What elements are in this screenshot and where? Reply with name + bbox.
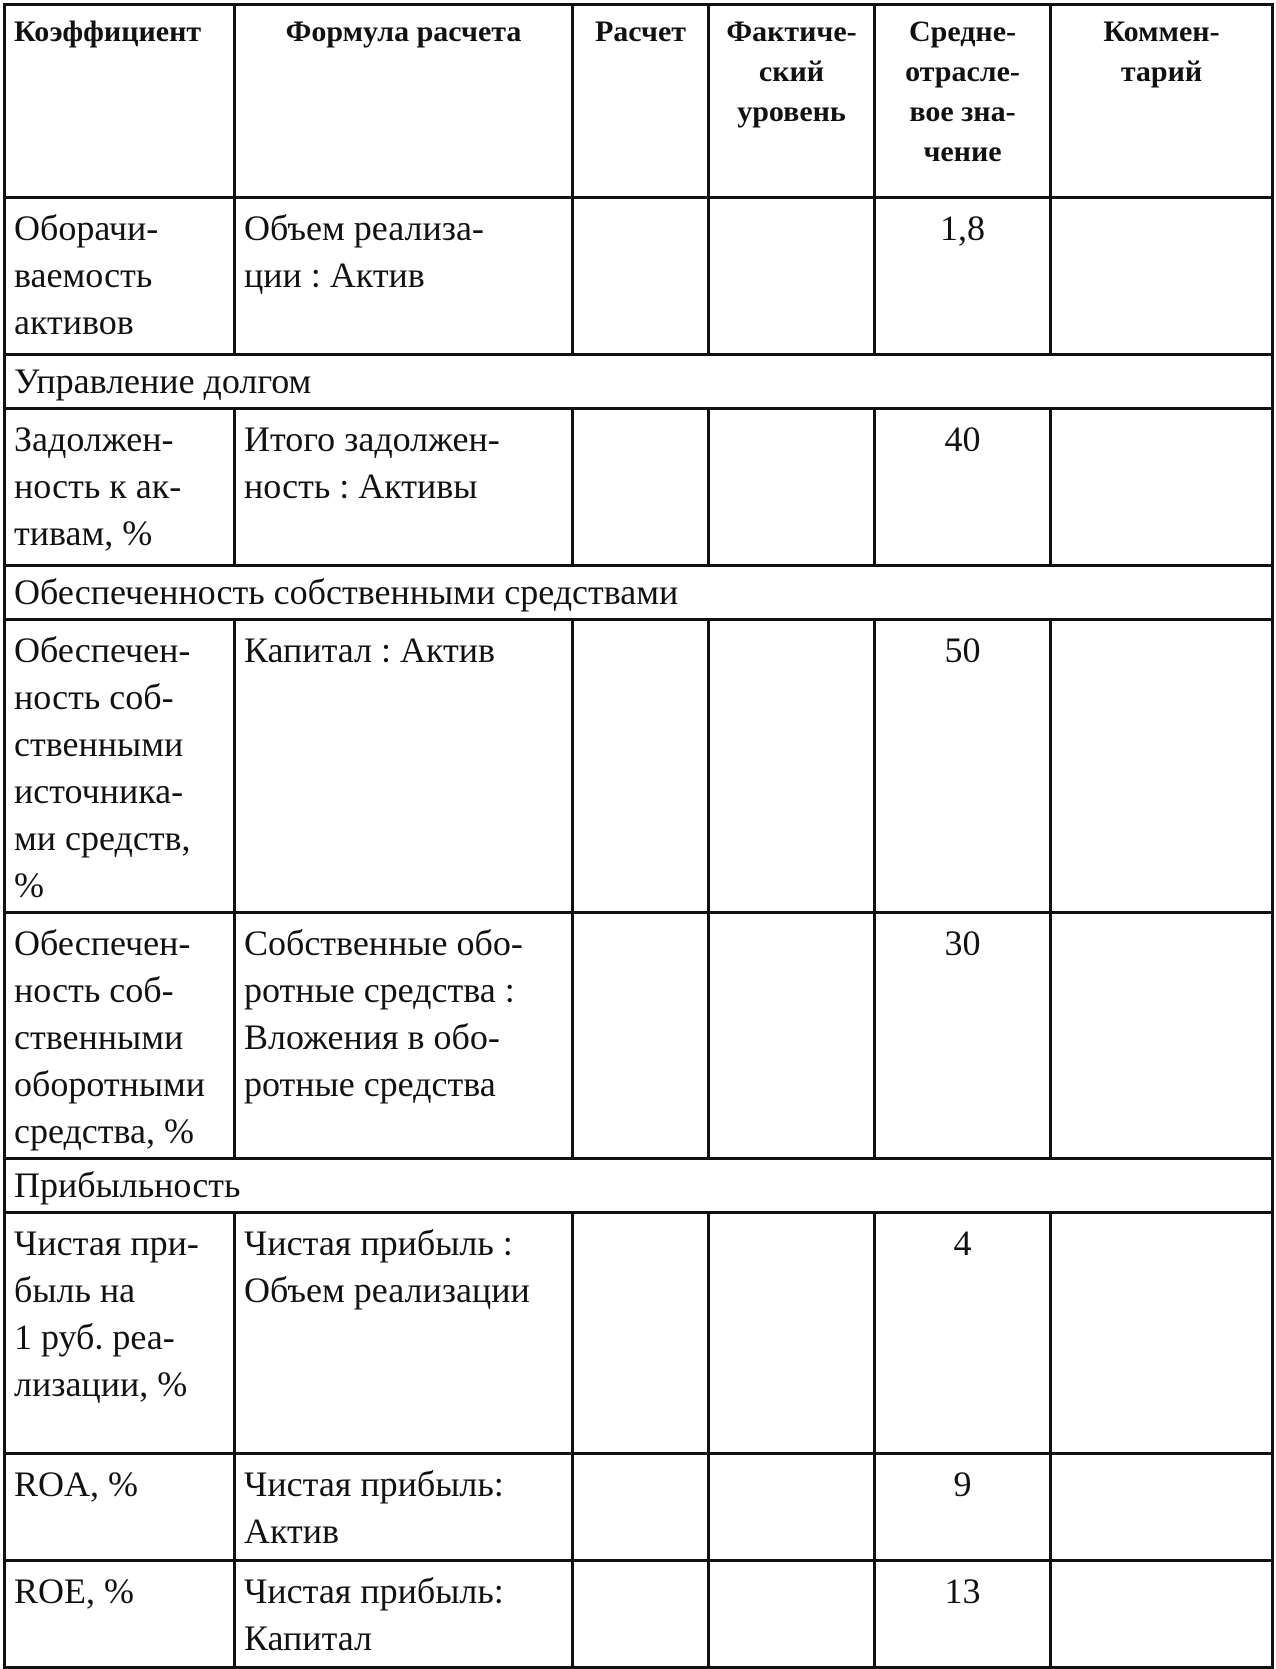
industry-average-cell: 30 <box>875 913 1051 1159</box>
formula-cell: Чистая прибыль : Объем реализации <box>235 1213 573 1454</box>
industry-average-cell: 9 <box>875 1454 1051 1561</box>
formula-cell: Собственные обо- ротные средства : Вложения в обо- ротные средства <box>235 913 573 1159</box>
formula-cell: Итого задолжен- ность : Активы <box>235 409 573 566</box>
section-title: Управление долгом <box>5 355 1273 409</box>
comment-cell <box>1051 409 1273 566</box>
industry-average-cell: 50 <box>875 620 1051 913</box>
section-row <box>5 566 1273 620</box>
comment-cell <box>1051 913 1273 1159</box>
comment-cell <box>1051 1213 1273 1454</box>
column-header-industry-average: Средне- отрасле- вое зна- чение <box>875 5 1051 198</box>
coefficient-cell: Задолжен- ность к ак- тивам, % <box>5 409 235 566</box>
industry-average-cell: 1,8 <box>875 198 1051 355</box>
calculation-cell <box>573 409 709 566</box>
comment-cell <box>1051 1561 1273 1668</box>
table-header-row <box>5 5 1273 198</box>
column-header-actual-level: Фактиче- ский уровень <box>709 5 875 198</box>
column-header-comment: Коммен- тарий <box>1051 5 1273 198</box>
table-row <box>5 913 1273 1159</box>
comment-cell <box>1051 198 1273 355</box>
table-row <box>5 620 1273 913</box>
formula-cell: Объем реализа- ции : Актив <box>235 198 573 355</box>
formula-cell: Капитал : Актив <box>235 620 573 913</box>
column-header-calculation: Расчет <box>573 5 709 198</box>
column-header-coefficient: Коэффициент <box>5 5 235 198</box>
section-title: Обеспеченность собственными средствами <box>5 566 1273 620</box>
actual-level-cell <box>709 1454 875 1561</box>
coefficient-cell: Оборачи- ваемость активов <box>5 198 235 355</box>
comment-cell <box>1051 620 1273 913</box>
comment-cell <box>1051 1454 1273 1561</box>
section-row <box>5 355 1273 409</box>
calculation-cell <box>573 620 709 913</box>
column-header-formula: Формула расчета <box>235 5 573 198</box>
calculation-cell <box>573 198 709 355</box>
financial-ratios-table <box>3 3 1274 1669</box>
calculation-cell <box>573 1454 709 1561</box>
coefficient-cell: Обеспечен- ность соб- ственными оборотными средства, % <box>5 913 235 1159</box>
calculation-cell <box>573 1561 709 1668</box>
table-row <box>5 1454 1273 1561</box>
section-row <box>5 1159 1273 1213</box>
coefficient-cell: Обеспечен- ность соб- ственными источника- ми средств, % <box>5 620 235 913</box>
actual-level-cell <box>709 1561 875 1668</box>
table-row <box>5 198 1273 355</box>
table-row <box>5 1561 1273 1668</box>
calculation-cell <box>573 1213 709 1454</box>
coefficient-cell: ROE, % <box>5 1561 235 1668</box>
coefficient-cell: Чистая при- быль на 1 руб. реа- лизации, % <box>5 1213 235 1454</box>
industry-average-cell: 4 <box>875 1213 1051 1454</box>
industry-average-cell: 13 <box>875 1561 1051 1668</box>
actual-level-cell <box>709 409 875 566</box>
table-row <box>5 409 1273 566</box>
actual-level-cell <box>709 913 875 1159</box>
actual-level-cell <box>709 1213 875 1454</box>
coefficient-cell: ROA, % <box>5 1454 235 1561</box>
actual-level-cell <box>709 620 875 913</box>
table-row <box>5 1213 1273 1454</box>
actual-level-cell <box>709 198 875 355</box>
formula-cell: Чистая прибыль: Капитал <box>235 1561 573 1668</box>
section-title: Прибыльность <box>5 1159 1273 1213</box>
document-page <box>3 3 1271 1658</box>
calculation-cell <box>573 913 709 1159</box>
formula-cell: Чистая прибыль: Актив <box>235 1454 573 1561</box>
industry-average-cell: 40 <box>875 409 1051 566</box>
